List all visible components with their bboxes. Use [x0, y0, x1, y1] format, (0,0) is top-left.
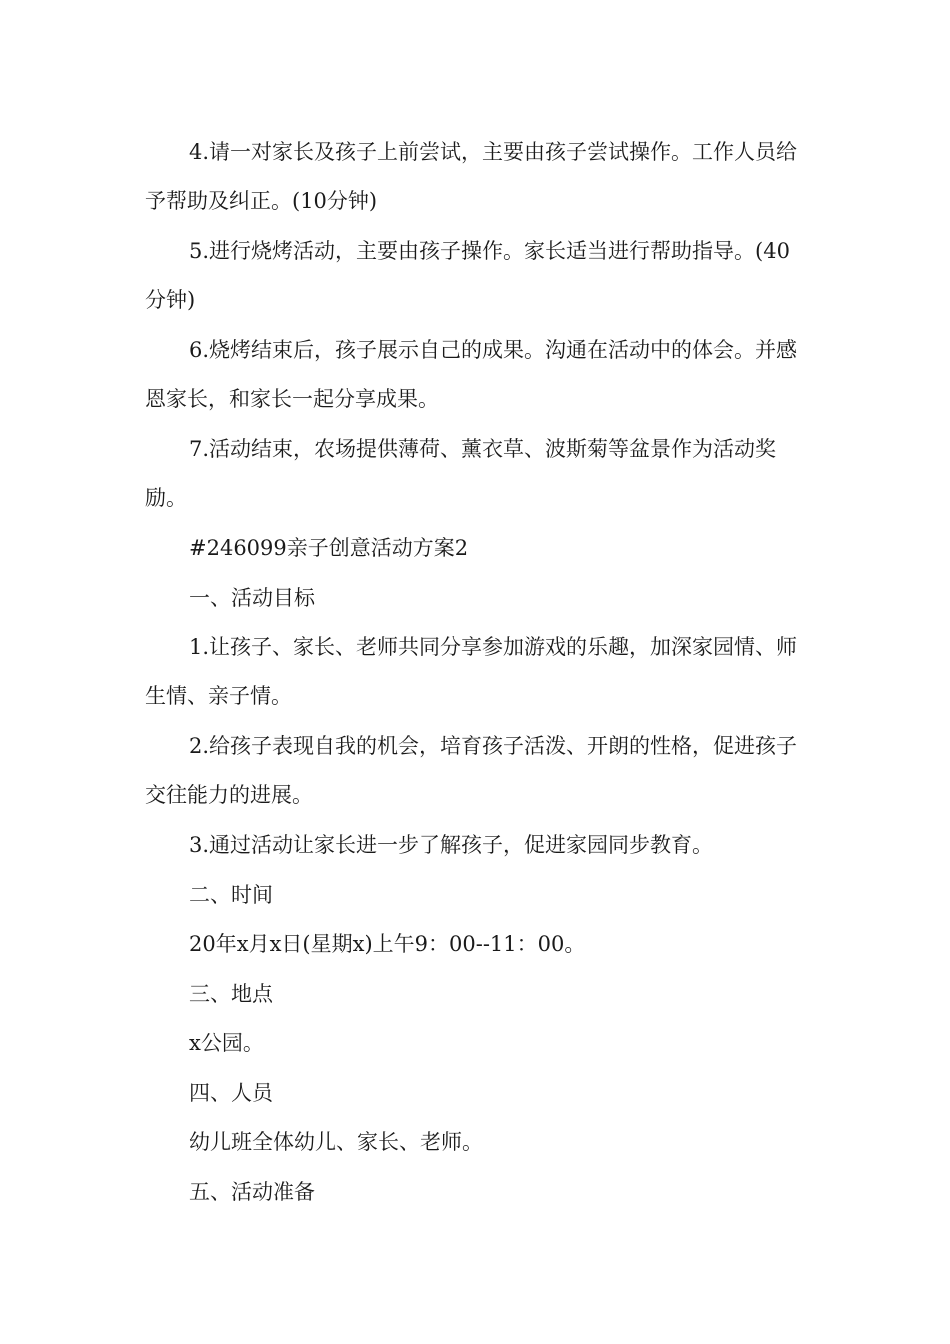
- section-heading-time: 二、时间: [189, 883, 273, 907]
- paragraph-step-4: 4.请一对家长及孩子上前尝试，主要由孩子尝试操作。工作人员给予帮助及纠正。(10分钟): [145, 140, 798, 213]
- section-heading-people: 四、人员: [189, 1081, 273, 1105]
- section-heading-preparation: 五、活动准备: [189, 1180, 315, 1204]
- paragraph-step-5: 5.进行烧烤活动，主要由孩子操作。家长适当进行帮助指导。(40分钟): [145, 239, 790, 312]
- paragraph-goal-1: 1.让孩子、家长、老师共同分享参加游戏的乐趣，加深家园情、师生情、亲子情。: [145, 635, 798, 708]
- paragraph-step-6: 6.烧烤结束后，孩子展示自己的成果。沟通在活动中的体会。并感恩家长，和家长一起分享成果。: [145, 338, 798, 411]
- paragraph-goal-3: 3.通过活动让家长进一步了解孩子，促进家园同步教育。: [189, 833, 714, 857]
- paragraph-goal-2: 2.给孩子表现自我的机会，培育孩子活泼、开朗的性格，促进孩子交往能力的进展。: [145, 734, 798, 807]
- paragraph-step-7: 7.活动结束，农场提供薄荷、薰衣草、波斯菊等盆景作为活动奖励。: [145, 437, 777, 510]
- plan-title: #246099亲子创意活动方案2: [189, 536, 469, 560]
- section-heading-goals: 一、活动目标: [189, 586, 315, 610]
- section-heading-place: 三、地点: [189, 982, 273, 1006]
- paragraph-place: x公园。: [189, 1031, 264, 1055]
- paragraph-time: 20年x月x日(星期x)上午9：00--11：00。: [189, 932, 586, 956]
- paragraph-people: 幼儿班全体幼儿、家长、老师。: [189, 1130, 483, 1154]
